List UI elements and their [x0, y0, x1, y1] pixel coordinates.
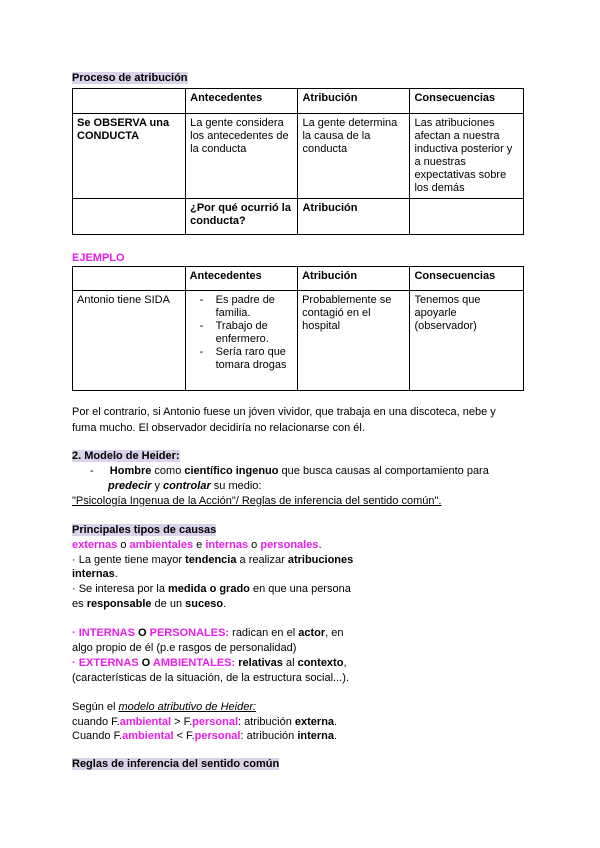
causes-measure-line: · Se interesa por la medida o grado en que una persona [72, 583, 351, 595]
table-cell [73, 199, 186, 235]
table-header-cell: Antecedentes [185, 267, 297, 291]
table-header-cell: Atribución [298, 267, 410, 291]
heider-reference: "Psicología Ingenua de la Acción"/ Reglas de inferencia del sentido común". [72, 495, 442, 507]
external-causes-line1: · EXTERNAS O AMBIENTALES: relativas al contexto, [72, 657, 347, 669]
table-cell: Probablemente se contagió en el hospital [298, 291, 410, 391]
causes-internal-line: internas. [72, 568, 118, 580]
external-causes-line2: (características de la situación, de la estructura social...). [72, 672, 349, 684]
table-header-cell: Antecedentes [186, 89, 298, 114]
causes-responsible-line: es responsable de un suceso. [72, 598, 227, 610]
table-cell: Tenemos que apoyarle (observador) [410, 291, 524, 391]
section-title-process: Proceso de atribución [72, 72, 188, 84]
table-header-cell: Consecuencias [410, 267, 524, 291]
table-cell: ¿Por qué ocurrió la conducta? [186, 199, 298, 235]
heider-model-line2: cuando F.ambiental > F.personal: atribución externa. [72, 716, 338, 728]
heider-bullet-line2: predecir y controlar su medio: [108, 480, 262, 492]
heider-section-title: 2. Modelo de Heider: [72, 450, 180, 462]
causes-tendency-line: · La gente tiene mayor tendencia a realizar atribuciones [72, 554, 354, 566]
table-row [73, 199, 524, 235]
table-cell: La gente considera los antecedentes de la conducta [186, 114, 298, 199]
table-header-cell: Atribución [298, 89, 410, 114]
table-cell: La gente determina la causa de la conducta [298, 114, 410, 199]
list-item: - Sería raro que tomara drogas [190, 346, 293, 372]
table-header-cell: Consecuencias [410, 89, 524, 114]
table-row [73, 291, 524, 391]
table-cell: Atribución [298, 199, 410, 235]
internal-causes-line1: · INTERNAS O PERSONALES: radican en el actor, en [72, 627, 344, 639]
paragraph-counterexample: Por el contrario, si Antonio fuese un jóven vividor, que trabaja en una discoteca, nebe y fuma mucho. El observador decidiría no relacionarse con él. [72, 406, 496, 434]
table-header-row [73, 89, 524, 114]
example-table [72, 266, 524, 391]
heider-model-line3: Cuando F.ambiental < F.personal: atribución interna. [72, 730, 338, 742]
internal-causes-line2: algo propio de él (p.e rasgos de personalidad) [72, 642, 297, 654]
example-heading: EJEMPLO [72, 252, 125, 264]
heider-bullet-line1: - Hombre como científico ingenuo que busca causas al comportamiento para [90, 465, 489, 477]
table-row [73, 114, 524, 199]
table-cell [410, 199, 524, 235]
table-header-cell [73, 267, 186, 291]
table-cell: Se OBSERVA una CONDUCTA [73, 114, 186, 199]
attribution-process-table [72, 88, 524, 235]
list-item: - Trabajo de enfermero. [190, 320, 293, 346]
table-cell: Antonio tiene SIDA [73, 291, 186, 391]
list-item: - Es padre de familia. [190, 294, 293, 320]
heider-model-line1: Según el modelo atributivo de Heider: [72, 701, 257, 713]
antecedents-list [190, 294, 293, 372]
rules-section-title: Reglas de inferencia del sentido común [72, 758, 280, 770]
table-cell-list [185, 291, 297, 391]
table-header-row [73, 267, 524, 291]
table-cell: Las atribuciones afectan a nuestra inductiva posterior y a nuestras expectativas sobre los demás [410, 114, 524, 199]
causes-types-line: externas o ambientales e internas o personales. [72, 539, 322, 551]
causes-section-title: Principales tipos de causas [72, 524, 217, 536]
table-header-cell [73, 89, 186, 114]
